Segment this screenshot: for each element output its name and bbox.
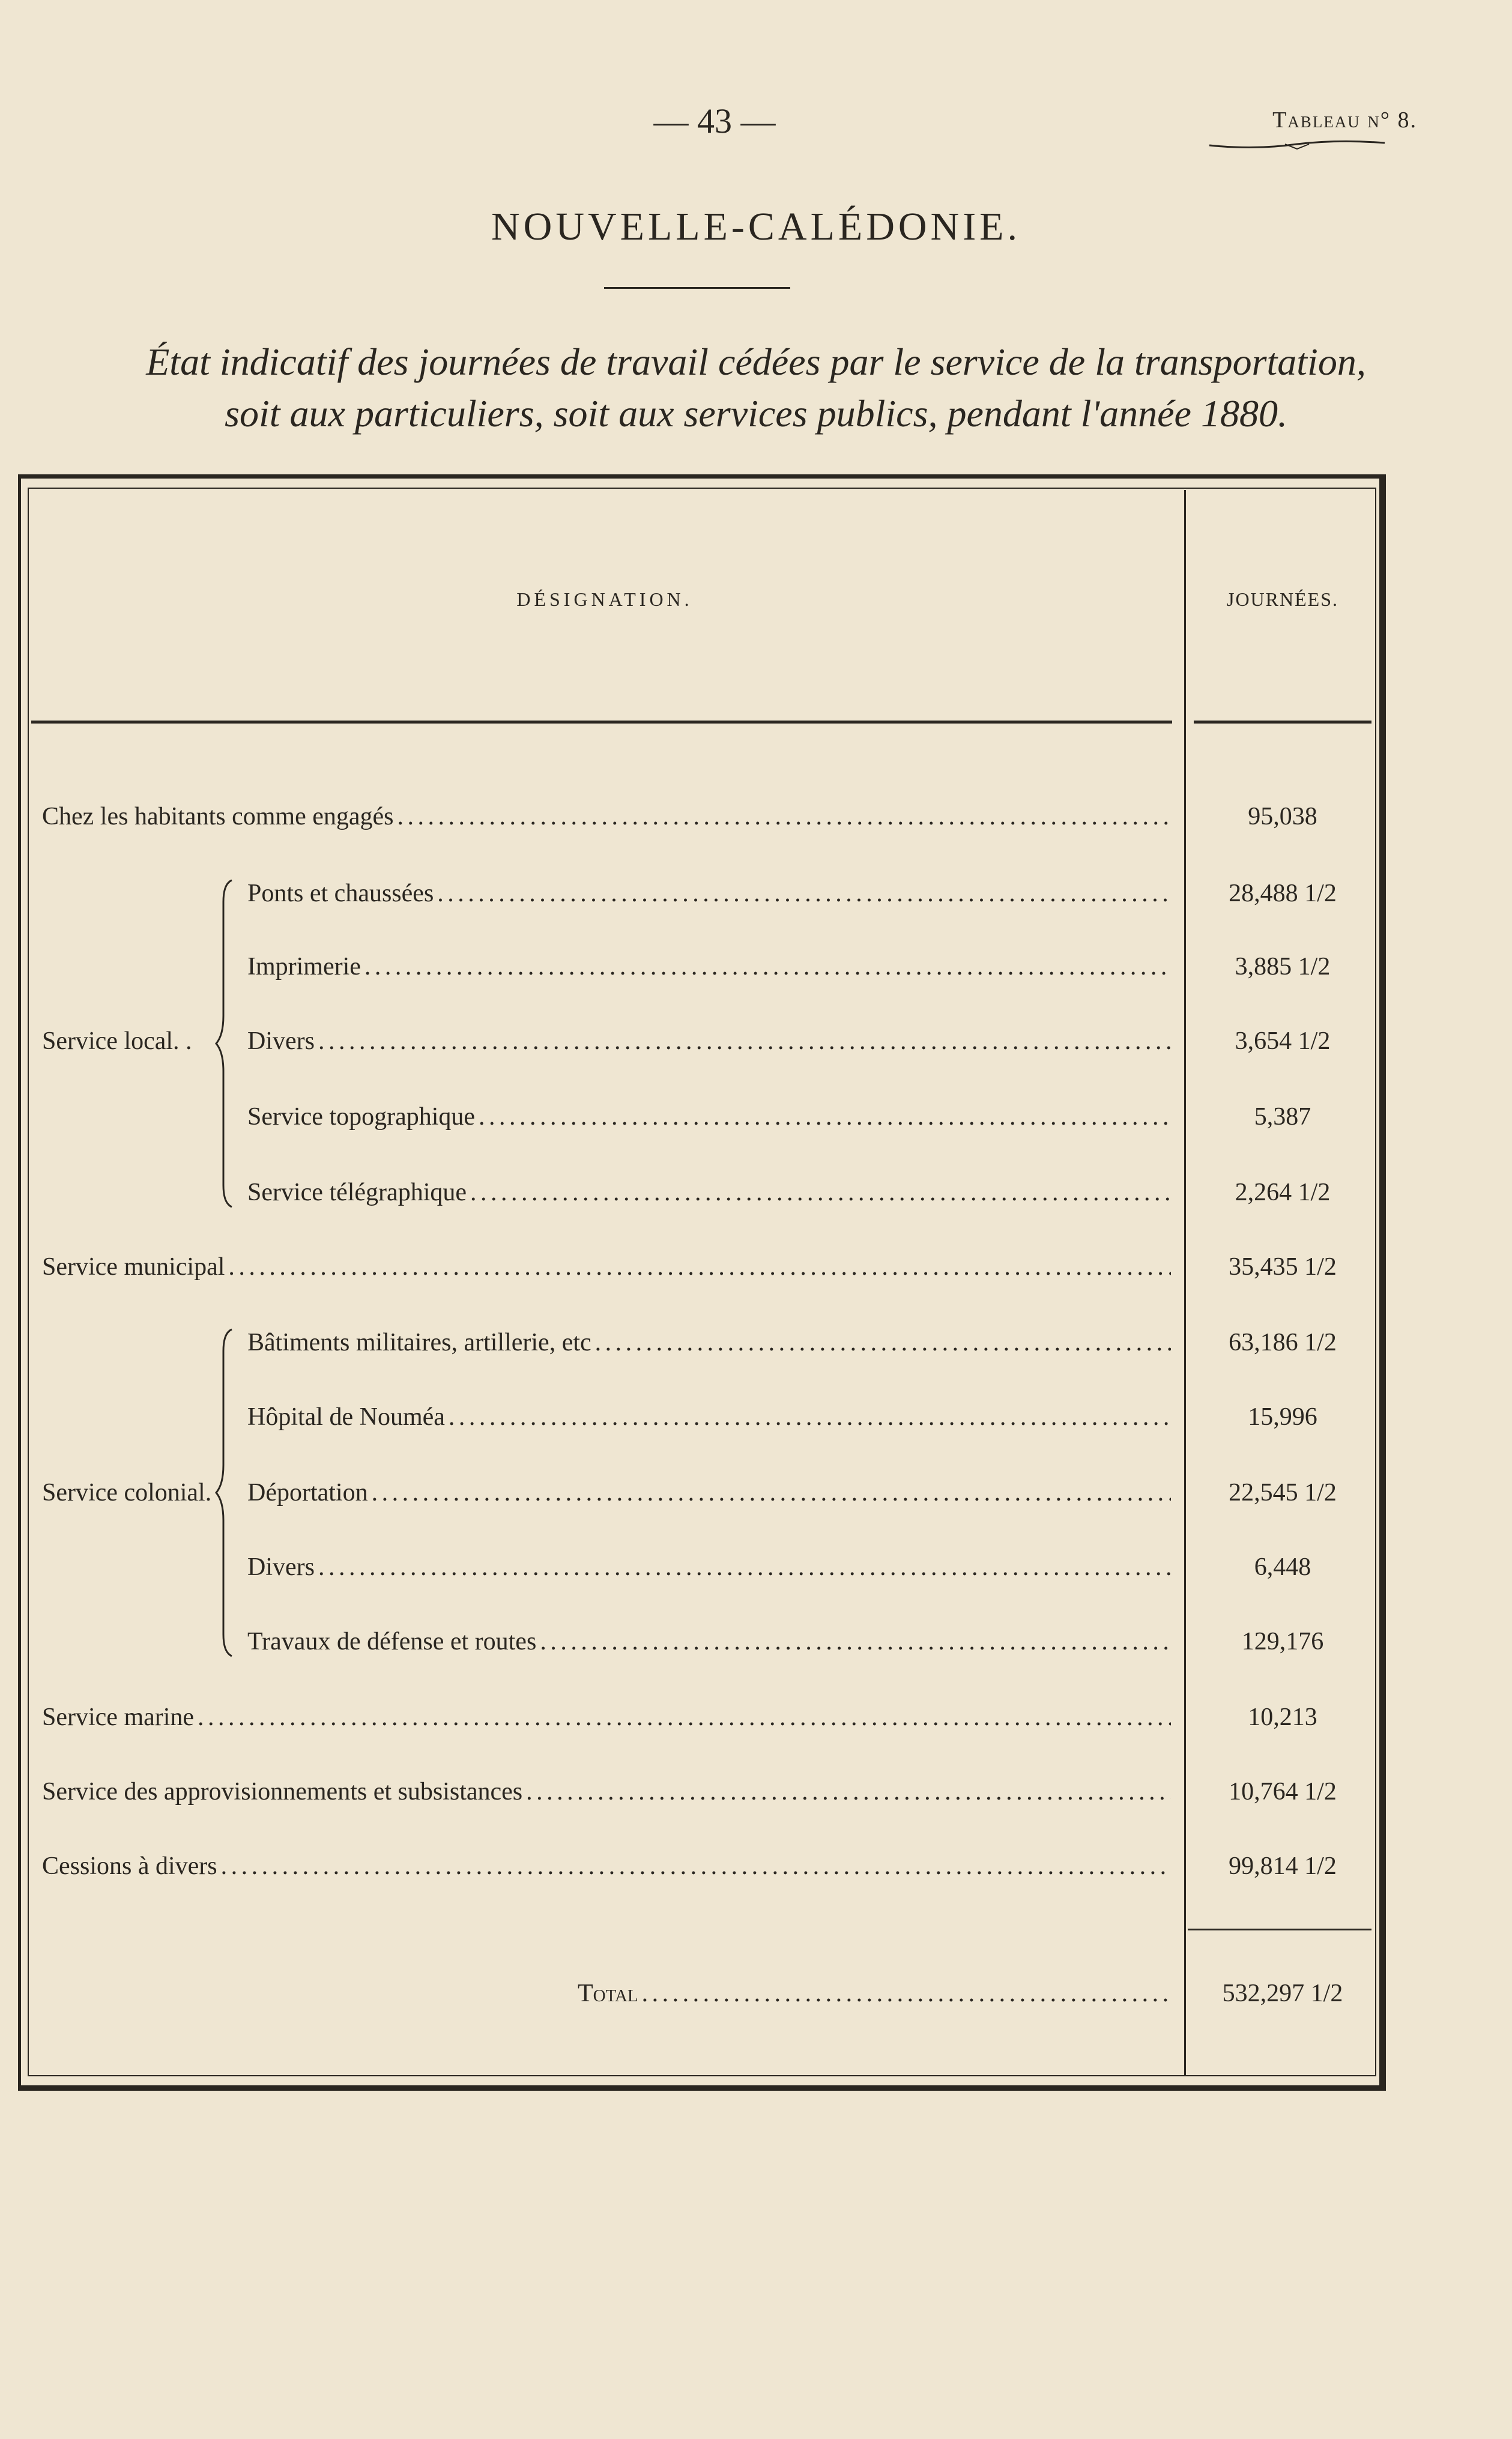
table-reference: Tableau n° 8. bbox=[1272, 107, 1417, 133]
subtitle bbox=[36, 336, 1476, 440]
total-label: Total . . . bbox=[578, 1975, 1171, 2011]
table-row-value: 129,176 bbox=[1241, 1628, 1324, 1655]
table-row-value: 3,654 1/2 bbox=[1235, 1027, 1331, 1055]
table-row-label: Divers . . . bbox=[247, 1549, 1171, 1585]
table-row-label: Chez les habitants comme engagés . . . bbox=[42, 799, 1171, 835]
table-row-label: Service marine . . . bbox=[42, 1699, 1171, 1735]
table-row-value: 22,545 1/2 bbox=[1229, 1479, 1337, 1507]
table-row-label: Service topographique . . . bbox=[247, 1099, 1171, 1135]
table-row-value: 95,038 bbox=[1248, 803, 1317, 830]
table-row-value: 6,448 bbox=[1254, 1553, 1311, 1581]
table-row-label: Bâtiments militaires, artillerie, etc . . . bbox=[247, 1325, 1171, 1361]
table-row-value: 35,435 1/2 bbox=[1229, 1253, 1337, 1281]
table-row-value: 10,764 1/2 bbox=[1229, 1778, 1337, 1806]
subtitle-line-1: État indicatif des journées de travail cédées par le service de la transportation, bbox=[146, 340, 1366, 383]
main-title: NOUVELLE-CALÉDONIE. bbox=[491, 205, 1021, 249]
header-rule-designation bbox=[31, 721, 1172, 724]
total-value: 532,297 1/2 bbox=[1222, 1980, 1343, 2007]
table-row-label: Divers . . . bbox=[247, 1023, 1171, 1059]
table-row-label: Ponts et chaussées . . . bbox=[247, 875, 1171, 911]
column-divider bbox=[1184, 490, 1186, 2075]
total-rule bbox=[1188, 1929, 1371, 1930]
table-row-value: 10,213 bbox=[1248, 1703, 1317, 1731]
header-rule-journees bbox=[1194, 721, 1371, 724]
table-row-value: 15,996 bbox=[1248, 1403, 1317, 1431]
brace-service-local bbox=[214, 878, 238, 1209]
table-row-value: 5,387 bbox=[1254, 1103, 1311, 1131]
table-row-value: 3,885 1/2 bbox=[1235, 953, 1331, 981]
table-row-value: 28,488 1/2 bbox=[1229, 880, 1337, 907]
table-row-label: Hôpital de Nouméa . . . bbox=[247, 1399, 1171, 1435]
group-label-service-local: Service local. . bbox=[42, 1027, 192, 1055]
table-row-label: Déportation . . . bbox=[247, 1475, 1171, 1511]
table-row-label: Service municipal . . . bbox=[42, 1249, 1171, 1285]
table-row-label: Cessions à divers . . . bbox=[42, 1848, 1171, 1884]
column-header-designation: DÉSIGNATION. bbox=[516, 588, 693, 610]
table-row-value: 99,814 1/2 bbox=[1229, 1852, 1337, 1880]
column-header-journees: JOURNÉES. bbox=[1226, 588, 1338, 610]
title-rule bbox=[604, 287, 790, 289]
table-row-label: Travaux de défense et routes . . . bbox=[247, 1624, 1171, 1660]
table-row-label: Service des approvisionnements et subsistances . . . bbox=[42, 1774, 1171, 1810]
table-row-value: 63,186 1/2 bbox=[1229, 1329, 1337, 1356]
group-label-service-colonial: Service colonial. bbox=[42, 1479, 212, 1507]
subtitle-line-2: soit aux particuliers, soit aux services publics, pendant l'année 1880. bbox=[225, 392, 1287, 435]
table-row-value: 2,264 1/2 bbox=[1235, 1179, 1331, 1206]
brace-service-colonial bbox=[214, 1327, 238, 1658]
table-row-label: Service télégraphique . . . bbox=[247, 1174, 1171, 1210]
flourish-ornament bbox=[1207, 137, 1387, 151]
page-number: — 43 — bbox=[653, 101, 776, 141]
table-row-label: Imprimerie . . . bbox=[247, 949, 1171, 985]
